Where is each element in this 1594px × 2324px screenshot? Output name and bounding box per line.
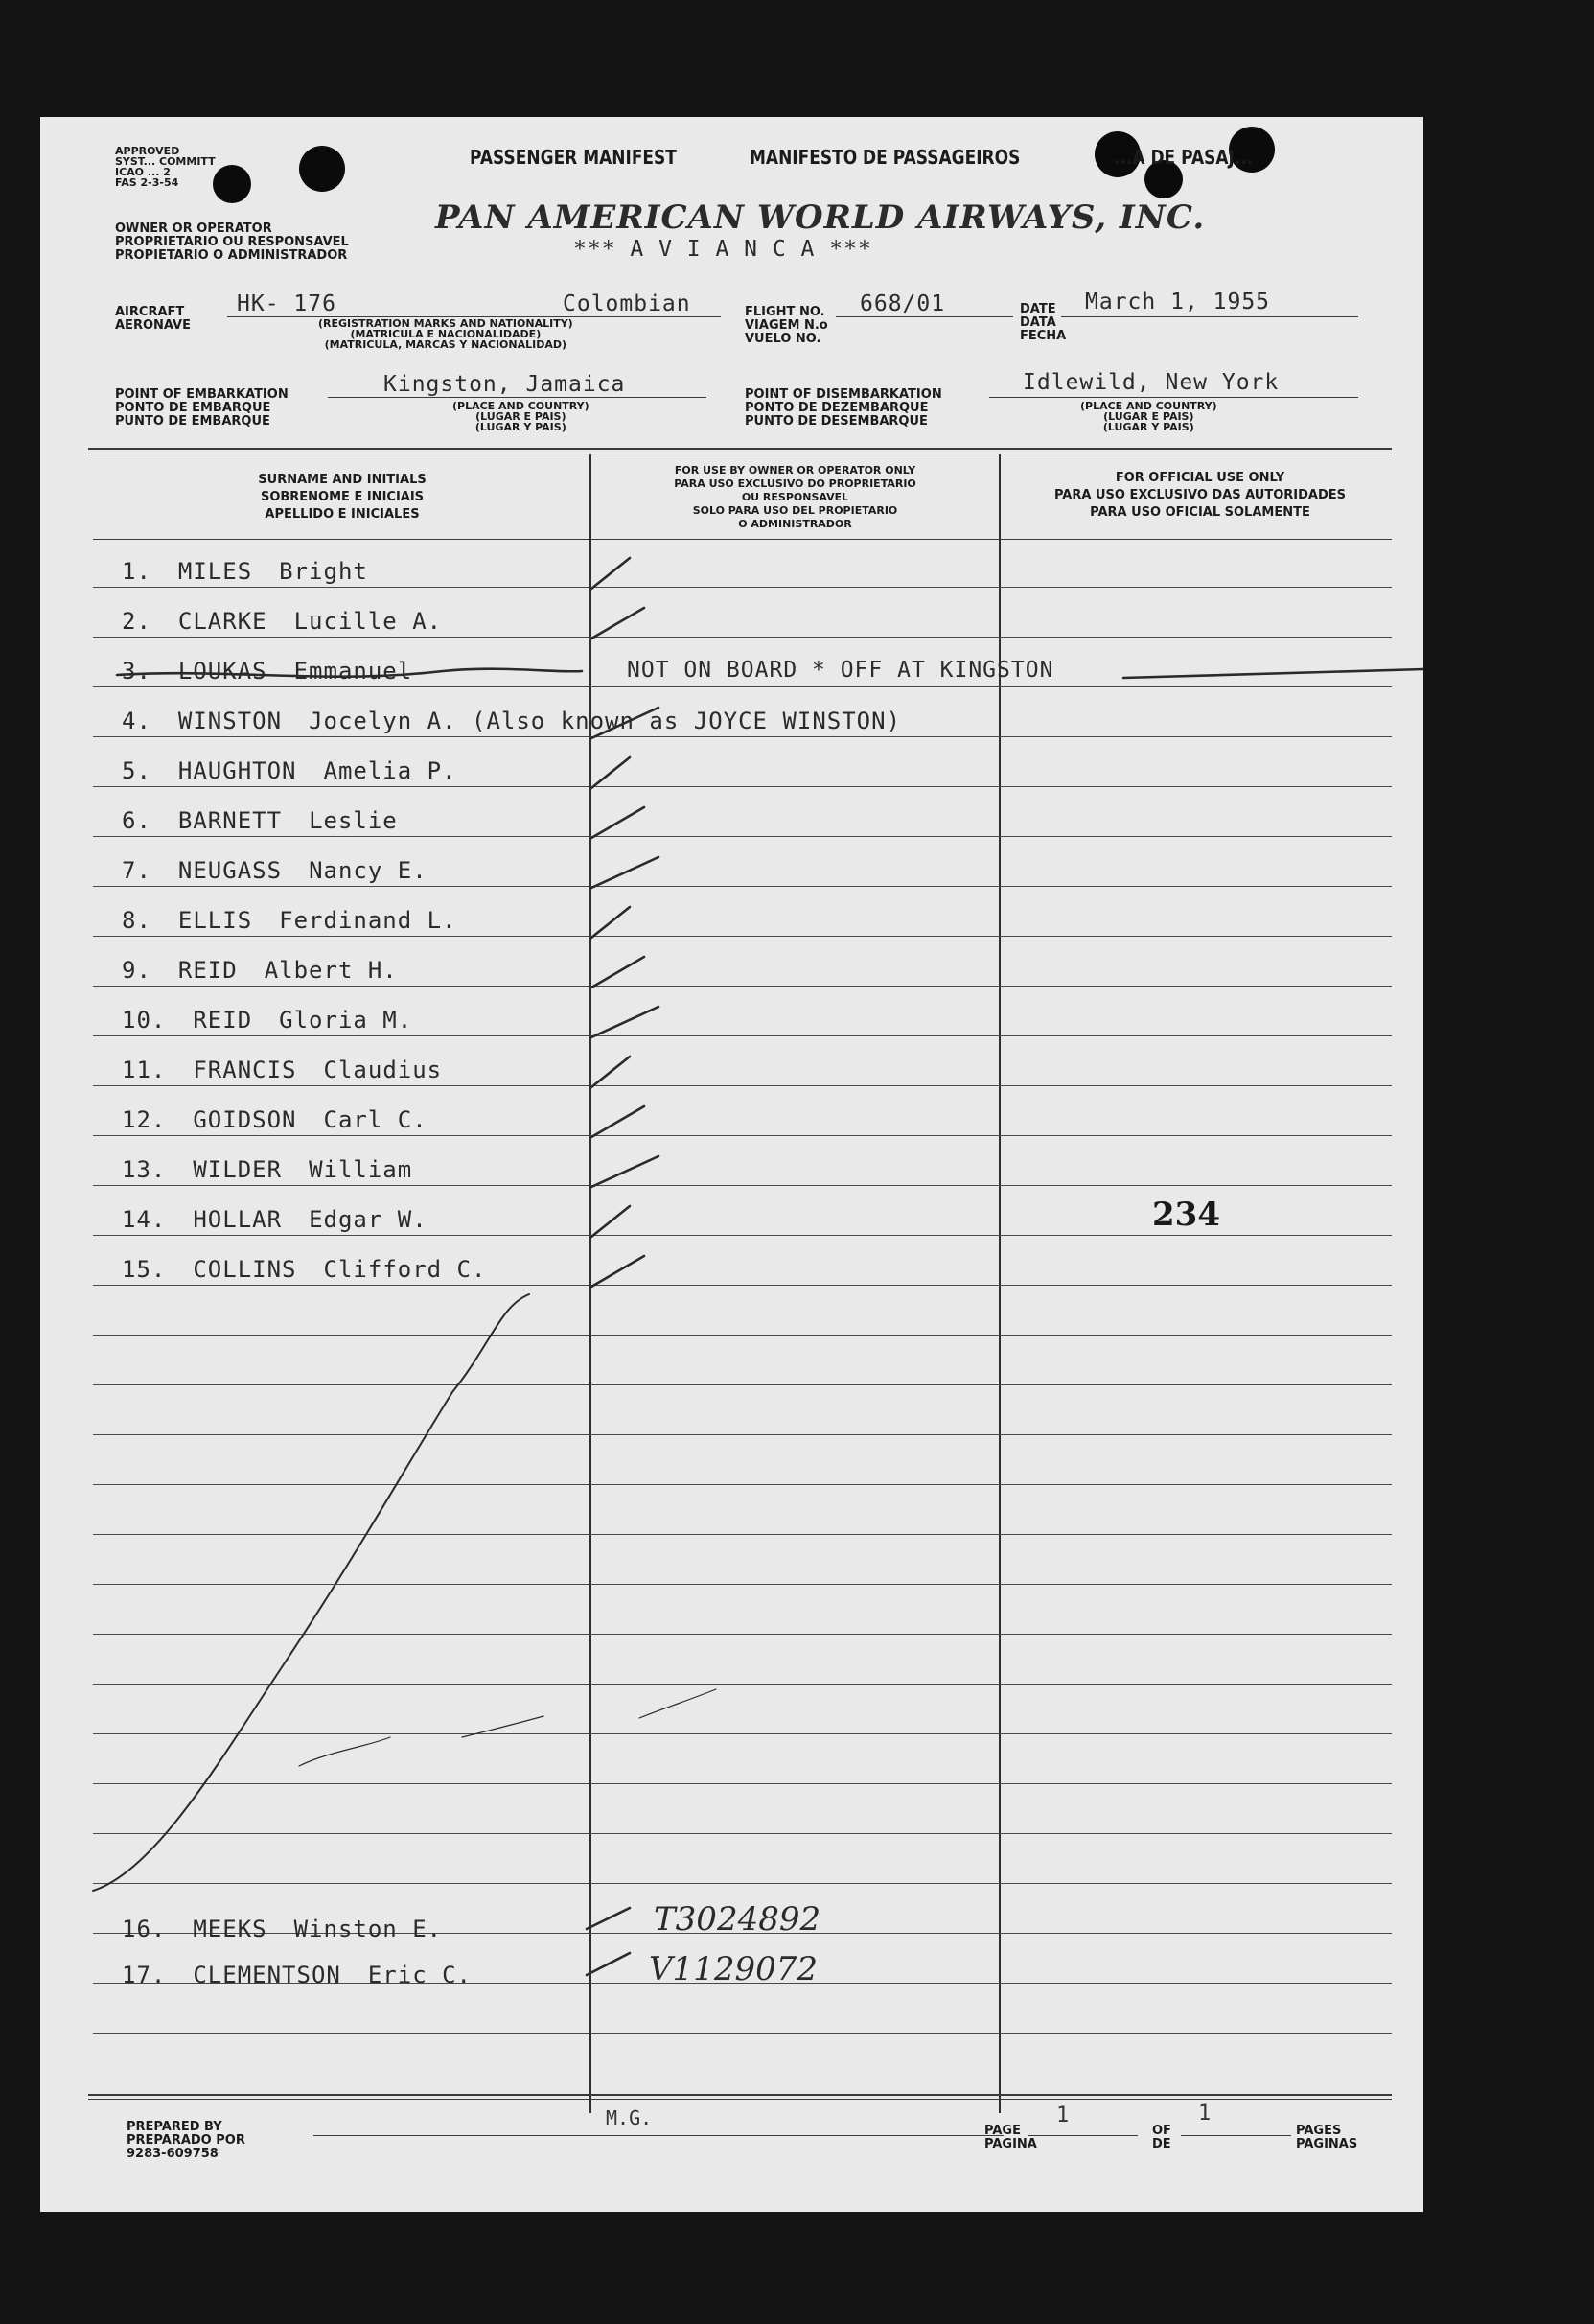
row-number: 15. xyxy=(122,1256,167,1283)
passenger-row xyxy=(122,907,457,934)
owner-label: OWNER OR OPERATOR xyxy=(115,221,272,236)
check-mark xyxy=(591,857,658,888)
approval-block xyxy=(115,146,216,188)
punch-hole xyxy=(213,165,251,203)
passenger-given-name: Lucille A. xyxy=(293,608,443,635)
owner-label-block xyxy=(115,222,349,263)
check-mark xyxy=(591,1057,630,1087)
faint-scribble xyxy=(639,1689,716,1718)
page-label-en: PAGE xyxy=(984,2124,1021,2138)
check-mark xyxy=(591,1156,658,1187)
disembark-caption xyxy=(1080,401,1217,432)
passenger-surname: REID xyxy=(193,1007,253,1034)
avianca-line: *** A V I A N C A *** xyxy=(573,237,872,262)
passenger-given-name: Gloria M. xyxy=(279,1007,413,1034)
ruled-line xyxy=(93,1883,1392,1884)
ruled-line xyxy=(93,1434,1392,1435)
embark-label-pt: PONTO DE EMBARQUE xyxy=(115,401,271,415)
ruled-line xyxy=(93,1384,1392,1385)
date-label-en: DATE xyxy=(1020,302,1056,316)
check-mark xyxy=(587,1908,630,1929)
of-value: 1 xyxy=(1198,2102,1212,2126)
punch-hole xyxy=(299,146,345,192)
passenger-surname: COLLINS xyxy=(193,1256,297,1283)
col-header-line: PARA USO EXCLUSIVO DAS AUTORIDADES xyxy=(1053,488,1347,502)
embark-label-es: PUNTO DE EMBARQUE xyxy=(115,414,270,429)
passenger-surname: WILDER xyxy=(193,1156,283,1183)
col-header-line: SOLO PARA USO DEL PROPIETARIO xyxy=(692,504,898,517)
passenger-surname: MEEKS xyxy=(193,1916,267,1942)
row-number: 7. xyxy=(122,857,151,884)
embark-underline xyxy=(328,397,706,398)
ruled-line xyxy=(93,1035,1392,1036)
column-divider xyxy=(589,454,591,2113)
row-number: 14. xyxy=(122,1206,167,1233)
ruled-line xyxy=(93,1484,1392,1485)
page-value: 1 xyxy=(1056,2103,1070,2127)
passenger-given-name: Clifford C. xyxy=(323,1256,487,1283)
disembark-label-pt: PONTO DE DEZEMBARQUE xyxy=(745,401,929,415)
approval-line: APPROVED xyxy=(115,145,180,157)
check-mark xyxy=(591,1206,630,1237)
embark-label-en: POINT OF EMBARKATION xyxy=(115,387,289,402)
passenger-given-name: Albert H. xyxy=(264,957,398,984)
form-code: 9283-609758 xyxy=(127,2147,219,2161)
col-header-owner xyxy=(596,464,994,531)
passenger-row xyxy=(122,1962,472,1988)
pages-label xyxy=(1296,2125,1357,2151)
ruled-line xyxy=(93,1235,1392,1236)
ruled-line xyxy=(93,1783,1392,1784)
check-mark xyxy=(591,558,630,589)
flight-value: 668/01 xyxy=(860,291,946,316)
check-mark xyxy=(591,907,630,938)
stamp-number: 234 xyxy=(1152,1196,1220,1234)
row-number: 8. xyxy=(122,907,151,934)
ruled-line xyxy=(93,986,1392,987)
of-underline xyxy=(1181,2135,1291,2136)
aircraft-label-en: AIRCRAFT xyxy=(115,305,185,319)
passenger-row xyxy=(122,1206,427,1233)
check-mark xyxy=(591,1007,658,1037)
ruled-line xyxy=(93,587,1392,588)
check-mark xyxy=(591,1256,644,1287)
disembark-label-es: PUNTO DE DESEMBARQUE xyxy=(745,414,928,429)
ruled-line xyxy=(93,2033,1392,2034)
column-divider xyxy=(999,454,1001,2113)
row-number: 11. xyxy=(122,1057,167,1083)
passenger-row xyxy=(122,807,398,834)
row-number: 1. xyxy=(122,558,151,585)
of-label-en: OF xyxy=(1152,2124,1171,2138)
row-number: 6. xyxy=(122,807,151,834)
check-mark xyxy=(591,608,644,639)
page-label-pt: PAGINA xyxy=(984,2137,1037,2151)
date-label-pt: DATA xyxy=(1020,315,1056,330)
title-passenger-manifest: PASSENGER MANIFEST xyxy=(470,146,677,169)
caption-line: (LUGAR Y PAIS) xyxy=(474,421,566,433)
passenger-given-name: Nancy E. xyxy=(309,857,427,884)
ruled-line xyxy=(93,1135,1392,1136)
caption-line: (LUGAR E PAIS) xyxy=(475,410,566,423)
ruled-line xyxy=(93,686,1392,687)
aircraft-label xyxy=(115,306,191,333)
of-label xyxy=(1152,2125,1171,2151)
date-underline xyxy=(1061,316,1358,317)
passenger-row xyxy=(122,608,442,635)
page-label xyxy=(984,2125,1037,2151)
table-top-rule xyxy=(88,448,1392,450)
passenger-surname: NEUGASS xyxy=(177,857,283,884)
passenger-surname: ELLIS xyxy=(177,907,253,934)
col-header-line: PARA USO OFICIAL SOLAMENTE xyxy=(1090,505,1310,520)
passenger-row-struck xyxy=(122,658,412,685)
aircraft-value: HK- 176 xyxy=(237,291,336,316)
aircraft-nationality: Colombian xyxy=(563,291,691,316)
date-value: March 1, 1955 xyxy=(1085,290,1271,314)
table-bottom-rule xyxy=(88,2099,1392,2100)
passenger-row xyxy=(122,1156,412,1183)
col-header-line: FOR OFFICIAL USE ONLY xyxy=(1115,471,1285,485)
passenger-row xyxy=(122,857,427,884)
passenger-given-name: Bright xyxy=(279,558,368,585)
row-number: 3. xyxy=(122,658,151,685)
row-number: 9. xyxy=(122,957,151,984)
passenger-surname: LOUKAS xyxy=(177,658,267,685)
col-header-line: PARA USO EXCLUSIVO DO PROPRIETARIO xyxy=(674,477,916,490)
disembark-underline xyxy=(989,397,1358,398)
date-label xyxy=(1020,303,1066,343)
flight-label-es: VUELO NO. xyxy=(745,332,821,346)
col-header-line: FOR USE BY OWNER OR OPERATOR ONLY xyxy=(674,464,916,476)
passenger-given-name: Carl C. xyxy=(323,1106,427,1133)
disembark-value: Idlewild, New York xyxy=(1023,370,1280,395)
aircraft-label-pt: AERONAVE xyxy=(115,318,192,333)
ruled-line xyxy=(93,1584,1392,1585)
ruled-line xyxy=(93,1634,1392,1635)
ruled-line xyxy=(93,786,1392,787)
passenger-surname: GOIDSON xyxy=(193,1106,297,1133)
passenger-given-name: Eric C. xyxy=(367,1962,473,1988)
passenger-row xyxy=(122,1256,486,1283)
flight-label-en: FLIGHT NO. xyxy=(745,305,825,319)
approval-line: ICAO ... 2 xyxy=(115,166,171,178)
caption-line: (MATRICULA, MARCAS Y NACIONALIDAD) xyxy=(324,338,567,351)
row-number: 17. xyxy=(122,1962,167,1988)
col-header-line: SOBRENOME E INICIAIS xyxy=(260,490,425,504)
col-header-official xyxy=(1008,470,1392,522)
header-rule xyxy=(93,539,1392,540)
check-mark xyxy=(591,957,644,988)
flight-label xyxy=(745,306,828,346)
ruled-line xyxy=(93,1534,1392,1535)
passenger-given-name: Emmanuel xyxy=(293,658,413,685)
embark-value: Kingston, Jamaica xyxy=(383,372,626,397)
prepared-label-pt: PREPARADO POR xyxy=(127,2133,245,2148)
ruled-line xyxy=(93,1733,1392,1734)
page-underline xyxy=(1028,2135,1138,2136)
of-label-pt: DE xyxy=(1152,2137,1171,2151)
ruled-line xyxy=(93,1085,1392,1086)
passenger-row xyxy=(122,558,368,585)
passenger-row xyxy=(122,708,901,734)
passenger-surname: HAUGHTON xyxy=(177,757,297,784)
passenger-given-name: Claudius xyxy=(323,1057,443,1083)
passenger-given-name: Jocelyn A. (Also known as JOYCE WINSTON) xyxy=(309,708,902,734)
passenger-row xyxy=(122,1916,442,1942)
row-number: 2. xyxy=(122,608,151,635)
passenger-given-name: Ferdinand L. xyxy=(279,907,457,934)
col-header-line: O ADMINISTRADOR xyxy=(738,518,852,530)
caption-line: (PLACE AND COUNTRY) xyxy=(452,400,589,412)
ticket-number-handwritten: T3024892 xyxy=(654,1900,821,1939)
ruled-line xyxy=(93,637,1392,638)
passenger-surname: WINSTON xyxy=(177,708,283,734)
ruled-line xyxy=(93,1335,1392,1336)
check-mark xyxy=(591,807,644,838)
disembark-label-en: POINT OF DISEMBARKATION xyxy=(745,387,942,402)
ruled-line xyxy=(93,1285,1392,1286)
passenger-surname: FRANCIS xyxy=(193,1057,297,1083)
passenger-given-name: Edgar W. xyxy=(309,1206,427,1233)
passenger-row xyxy=(122,1057,442,1083)
col-header-line: SURNAME AND INITIALS xyxy=(258,473,427,487)
flight-underline xyxy=(836,316,1013,317)
row-number: 10. xyxy=(122,1007,167,1034)
embark-caption xyxy=(452,401,589,432)
approval-line: SYST... COMMITT xyxy=(115,155,216,168)
prepared-underline xyxy=(313,2135,1004,2136)
pages-label-en: PAGES xyxy=(1296,2124,1342,2138)
ruled-line xyxy=(93,736,1392,737)
passenger-row xyxy=(122,1106,427,1133)
row-number: 5. xyxy=(122,757,151,784)
passenger-surname: REID xyxy=(177,957,238,984)
approval-line: FAS 2-3-54 xyxy=(115,176,179,189)
col-header-line: APELLIDO E INICIALES xyxy=(265,507,420,522)
row-number: 13. xyxy=(122,1156,167,1183)
registration-caption xyxy=(318,318,573,350)
check-mark xyxy=(591,1106,644,1137)
caption-line: (LUGAR Y PAIS) xyxy=(1102,421,1194,433)
ruled-line xyxy=(93,936,1392,937)
ruled-line xyxy=(93,886,1392,887)
company-name: PAN AMERICAN WORLD AIRWAYS, INC. xyxy=(435,198,1206,237)
row-number: 4. xyxy=(122,708,151,734)
disembark-label xyxy=(745,388,942,429)
manifest-sheet xyxy=(40,117,1423,2212)
prepared-label-en: PREPARED BY xyxy=(127,2120,222,2134)
passenger-surname: MILES xyxy=(177,558,253,585)
check-mark xyxy=(591,757,630,788)
row-number: 16. xyxy=(122,1916,167,1942)
date-label-es: FECHA xyxy=(1020,329,1067,343)
pages-label-pt: PAGINAS xyxy=(1296,2137,1358,2151)
passenger-surname: BARNETT xyxy=(177,807,283,834)
passenger-row xyxy=(122,957,398,984)
col-header-line: OU RESPONSAVEL xyxy=(741,491,849,503)
ruled-line xyxy=(93,1185,1392,1186)
ruled-line xyxy=(93,836,1392,837)
caption-line: (LUGAR E PAIS) xyxy=(1103,410,1194,423)
ruled-line xyxy=(93,1684,1392,1685)
check-mark xyxy=(587,1953,630,1975)
prepared-label xyxy=(127,2121,245,2161)
passenger-surname: CLEMENTSON xyxy=(193,1962,341,1988)
passenger-surname: HOLLAR xyxy=(193,1206,283,1233)
passenger-given-name: Amelia P. xyxy=(323,757,457,784)
passenger-row xyxy=(122,757,457,784)
not-on-board-note: NOT ON BOARD * OFF AT KINGSTON xyxy=(627,658,1054,683)
passenger-given-name: Leslie xyxy=(309,807,398,834)
caption-line: (REGISTRATION MARKS AND NATIONALITY) xyxy=(318,317,573,330)
ticket-number-handwritten: V1129072 xyxy=(649,1950,818,1988)
caption-line: (MATRICULA E NACIONALIDADE) xyxy=(350,328,542,340)
passenger-row xyxy=(122,1007,412,1034)
prepared-value: M.G. xyxy=(606,2106,653,2129)
passenger-surname: CLARKE xyxy=(177,608,267,635)
flight-label-pt: VIAGEM N.o xyxy=(745,318,828,333)
owner-label: PROPIETARIO O ADMINISTRADOR xyxy=(115,248,348,263)
title-manifesto: MANIFESTO DE PASSAGEIROS xyxy=(750,146,1021,169)
strikethrough-line xyxy=(1123,669,1423,678)
ruled-line xyxy=(93,1833,1392,1834)
faint-scribble xyxy=(299,1737,390,1766)
embark-label xyxy=(115,388,289,429)
row-number: 12. xyxy=(122,1106,167,1133)
caption-line: (PLACE AND COUNTRY) xyxy=(1080,400,1217,412)
owner-label: PROPRIETARIO OU RESPONSAVEL xyxy=(115,235,349,249)
title-spanish: ...A DE PASAJ... xyxy=(1114,146,1254,169)
table-bottom-rule xyxy=(88,2094,1392,2096)
passenger-given-name: William xyxy=(309,1156,413,1183)
passenger-given-name: Winston E. xyxy=(293,1916,443,1942)
col-header-surname xyxy=(127,472,558,523)
